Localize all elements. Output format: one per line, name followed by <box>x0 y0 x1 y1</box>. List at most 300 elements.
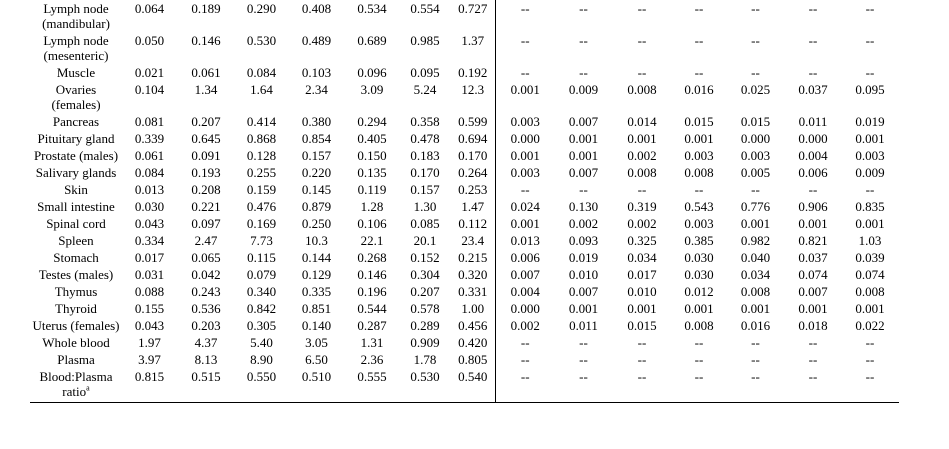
value-cell: 0.555 <box>345 368 399 403</box>
tissue-cell <box>30 164 122 181</box>
value-cell: 0.982 <box>740 233 771 248</box>
tissue-label: Plasma <box>57 352 95 367</box>
value-cell: 0.019 <box>855 114 885 129</box>
value-cell: 0.253 <box>458 182 488 197</box>
table-row <box>30 283 899 300</box>
value-cell: 0.405 <box>357 131 387 146</box>
value-cell: -- <box>865 352 875 367</box>
value-cell: 0.050 <box>134 33 165 48</box>
value-cell: 0.152 <box>410 250 440 265</box>
tissue-label: Testes (males) <box>38 267 114 282</box>
value-cell: -- <box>808 335 818 350</box>
value-cell: 0.095 <box>855 82 885 97</box>
value-cell: -- <box>841 368 899 403</box>
value-cell: 0.155 <box>134 301 165 316</box>
value-cell: 0.294 <box>357 114 387 129</box>
tissue-cell <box>30 351 122 368</box>
value-cell: 0.000 <box>798 131 828 146</box>
value-cell: 0.005 <box>740 165 771 180</box>
value-cell: 0.006 <box>798 165 828 180</box>
value-cell: 0.009 <box>855 165 885 180</box>
value-cell: 0.007 <box>798 284 828 299</box>
value-cell: -- <box>555 368 612 403</box>
value-cell: 0.001 <box>855 131 885 146</box>
value-cell: 0.019 <box>568 250 599 265</box>
tissue-cell <box>30 64 122 81</box>
value-cell: 0.851 <box>301 301 332 316</box>
value-cell: 0.088 <box>134 284 165 299</box>
table-row <box>30 113 899 130</box>
value-cell: 8.13 <box>194 352 218 367</box>
value-cell: 0.001 <box>568 148 599 163</box>
value-cell: 0.264 <box>458 165 488 180</box>
value-cell: -- <box>751 1 760 16</box>
value-cell: -- <box>579 65 588 80</box>
value-cell: 0.207 <box>191 114 221 129</box>
value-cell: 0.290 <box>246 1 277 16</box>
value-cell: 0.325 <box>627 233 657 248</box>
value-cell: 0.183 <box>410 148 440 163</box>
value-cell: 7.73 <box>250 233 273 248</box>
table-row <box>30 351 899 368</box>
value-cell: 0.001 <box>798 216 828 231</box>
value-cell: 0.119 <box>357 182 387 197</box>
value-cell: 0.515 <box>177 368 235 403</box>
value-cell: 0.004 <box>798 148 828 163</box>
value-cell: -- <box>495 0 555 32</box>
table-row <box>30 232 899 249</box>
value-cell: 0.645 <box>191 131 221 146</box>
value-cell: 0.084 <box>246 65 277 80</box>
value-cell: -- <box>694 65 704 80</box>
value-cell: 0.014 <box>627 114 657 129</box>
value-cell: 0.010 <box>568 267 599 282</box>
value-cell: 0.065 <box>191 250 221 265</box>
value-cell: 0.001 <box>684 301 714 316</box>
value-cell: 0.002 <box>627 148 657 163</box>
value-cell: 0.207 <box>410 284 440 299</box>
value-cell: 3.09 <box>360 82 384 97</box>
value-cell: 0.203 <box>191 318 221 333</box>
value-cell: 0.001 <box>855 216 885 231</box>
tissue-label: Whole blood <box>42 335 110 350</box>
value-cell: 0.140 <box>301 318 332 333</box>
value-cell: 0.106 <box>357 216 387 231</box>
value-cell: 0.043 <box>134 216 165 231</box>
value-cell: 0.074 <box>798 267 828 282</box>
tissue-label: Ovaries (females) <box>51 82 101 112</box>
tissue-cell <box>30 215 122 232</box>
value-cell: -- <box>808 33 818 48</box>
table-row <box>30 215 899 232</box>
value-cell: 0.008 <box>740 284 771 299</box>
table-row <box>30 32 899 64</box>
value-cell: 0.868 <box>246 131 277 146</box>
value-cell: 0.008 <box>684 318 714 333</box>
value-cell: -- <box>694 182 704 197</box>
value-cell: 0.030 <box>134 199 165 214</box>
value-cell: 0.018 <box>798 318 828 333</box>
value-cell: 0.854 <box>301 131 332 146</box>
value-cell: 1.97 <box>138 335 161 350</box>
value-cell: 0.578 <box>410 301 440 316</box>
table-row <box>30 300 899 317</box>
value-cell: 1.47 <box>461 199 485 214</box>
value-cell: 0.550 <box>235 368 288 403</box>
value-cell: 0.093 <box>568 233 599 248</box>
value-cell: 0.061 <box>191 65 221 80</box>
value-cell: 0.011 <box>569 318 598 333</box>
value-cell: -- <box>495 334 555 351</box>
value-cell: 0.192 <box>458 65 488 80</box>
value-cell: 0.084 <box>134 165 165 180</box>
value-cell: 1.28 <box>360 199 384 214</box>
value-cell: 0.003 <box>495 113 555 130</box>
value-cell: 0.004 <box>495 283 555 300</box>
table-row <box>30 334 899 351</box>
value-cell: -- <box>495 64 555 81</box>
value-cell: 0.221 <box>191 199 221 214</box>
value-cell: 0.842 <box>246 301 277 316</box>
value-cell: 0.061 <box>134 148 165 163</box>
value-cell: -- <box>808 65 818 80</box>
value-cell: 0.000 <box>495 300 555 317</box>
value-cell: 0.215 <box>458 250 488 265</box>
value-cell: 3.97 <box>138 352 161 367</box>
value-cell: 0.335 <box>301 284 332 299</box>
tissue-cell <box>30 113 122 130</box>
tissue-cell <box>30 32 122 64</box>
value-cell: -- <box>785 368 841 403</box>
value-cell: 0.010 <box>627 284 657 299</box>
tissue-label: Uterus (females) <box>32 318 120 333</box>
value-cell: 0.129 <box>301 267 332 282</box>
value-cell: 0.021 <box>134 65 165 80</box>
tissue-label: Lymph node (mesenteric) <box>43 33 109 63</box>
value-cell: 1.78 <box>413 352 437 367</box>
value-cell: 0.016 <box>684 82 714 97</box>
value-cell: 0.040 <box>740 250 771 265</box>
value-cell: 0.103 <box>301 65 332 80</box>
tissue-label: Pituitary gland <box>37 131 115 146</box>
value-cell: 0.340 <box>246 284 277 299</box>
value-cell: 0.030 <box>684 267 714 282</box>
value-cell: -- <box>637 33 647 48</box>
table-row <box>30 368 899 403</box>
value-cell: 0.599 <box>458 114 488 129</box>
value-cell: -- <box>865 33 875 48</box>
value-cell: 0.476 <box>246 199 277 214</box>
table-row <box>30 317 899 334</box>
value-cell: 0.008 <box>627 82 657 97</box>
table-row <box>30 81 899 113</box>
value-cell: 0.331 <box>458 284 488 299</box>
value-cell: 0.193 <box>191 165 221 180</box>
value-cell: 0.554 <box>410 1 440 16</box>
value-cell: 0.030 <box>684 250 714 265</box>
value-cell: 0.339 <box>134 131 165 146</box>
tissue-cell <box>30 249 122 266</box>
value-cell: 0.304 <box>410 267 440 282</box>
value-cell: 0.022 <box>855 318 885 333</box>
value-cell: 1.31 <box>360 335 384 350</box>
value-cell: 0.320 <box>458 267 488 282</box>
value-cell: 0.510 <box>288 368 345 403</box>
value-cell: 0.150 <box>357 148 387 163</box>
value-cell: 0.287 <box>357 318 387 333</box>
value-cell: 0.456 <box>458 318 488 333</box>
value-cell: 0.130 <box>568 199 599 214</box>
value-cell: -- <box>579 33 588 48</box>
table-row <box>30 266 899 283</box>
value-cell: -- <box>865 1 875 16</box>
tissue-cell <box>30 317 122 334</box>
value-cell: 0.096 <box>357 65 387 80</box>
value-cell: 0.001 <box>627 131 657 146</box>
value-cell: 0.007 <box>568 165 599 180</box>
table-row <box>30 164 899 181</box>
value-cell: -- <box>694 33 704 48</box>
value-cell: 3.05 <box>305 335 328 350</box>
tissue-cell <box>30 81 122 113</box>
value-cell: 0.001 <box>495 81 555 113</box>
value-cell: -- <box>751 182 760 197</box>
table-row <box>30 64 899 81</box>
value-cell: 0.727 <box>458 1 488 16</box>
tissue-label: Lymph node (mandibular) <box>42 1 110 31</box>
value-cell: 1.34 <box>194 82 218 97</box>
value-cell: -- <box>672 368 726 403</box>
value-cell: 0.024 <box>495 198 555 215</box>
value-cell: 0.001 <box>798 301 828 316</box>
value-cell: -- <box>808 182 818 197</box>
tissue-cell <box>30 147 122 164</box>
value-cell: 0.003 <box>495 164 555 181</box>
value-cell: 0.031 <box>134 267 165 282</box>
value-cell: -- <box>579 335 588 350</box>
value-cell: 0.006 <box>495 249 555 266</box>
value-cell: 0.534 <box>357 1 387 16</box>
value-cell: 0.037 <box>798 250 828 265</box>
table-row <box>30 181 899 198</box>
value-cell: 0.007 <box>495 266 555 283</box>
value-cell: -- <box>694 335 704 350</box>
value-cell: 0.189 <box>191 1 221 16</box>
value-cell: 0.001 <box>568 301 599 316</box>
value-cell: -- <box>495 351 555 368</box>
value-cell: 0.025 <box>740 82 771 97</box>
value-cell: 0.208 <box>191 182 221 197</box>
value-cell: 0.043 <box>134 318 165 333</box>
value-cell: 0.002 <box>495 317 555 334</box>
value-cell: 0.015 <box>740 114 771 129</box>
value-cell: 0.544 <box>357 301 387 316</box>
value-cell: 0.034 <box>740 267 771 282</box>
value-cell: -- <box>612 368 672 403</box>
value-cell: 0.906 <box>798 199 828 214</box>
value-cell: 0.157 <box>301 148 332 163</box>
tissue-cell <box>30 181 122 198</box>
value-cell: 0.255 <box>246 165 277 180</box>
value-cell: 0.009 <box>568 82 599 97</box>
value-cell: 0.145 <box>301 182 332 197</box>
value-cell: 0.146 <box>191 33 221 48</box>
value-cell: 0.530 <box>246 33 277 48</box>
value-cell: 0.007 <box>568 284 599 299</box>
value-cell: 0.835 <box>855 199 885 214</box>
tissue-cell <box>30 300 122 317</box>
value-cell: 0.081 <box>134 114 165 129</box>
value-cell: 0.003 <box>684 148 714 163</box>
value-cell: -- <box>579 1 588 16</box>
value-cell: 0.012 <box>684 284 714 299</box>
tissue-cell <box>30 368 122 403</box>
tissue-cell <box>30 0 122 32</box>
value-cell: 0.879 <box>301 199 332 214</box>
value-cell: -- <box>495 368 555 403</box>
tissue-cell <box>30 334 122 351</box>
value-cell: 0.104 <box>134 82 165 97</box>
value-cell: -- <box>808 352 818 367</box>
tissue-label: Spinal cord <box>46 216 106 231</box>
value-cell: 0.008 <box>627 165 657 180</box>
value-cell: -- <box>751 352 760 367</box>
value-cell: -- <box>865 335 875 350</box>
value-cell: 0.095 <box>410 65 440 80</box>
value-cell: 0.146 <box>357 267 387 282</box>
value-cell: 0.815 <box>122 368 177 403</box>
value-cell: 2.34 <box>305 82 328 97</box>
value-cell: 0.334 <box>134 233 165 248</box>
value-cell: 5.40 <box>250 335 273 350</box>
value-cell: 0.985 <box>410 33 440 48</box>
value-cell: 1.30 <box>413 199 437 214</box>
value-cell: 0.305 <box>246 318 277 333</box>
tissue-label: Small intestine <box>37 199 115 214</box>
value-cell: 2.36 <box>360 352 384 367</box>
value-cell: 0.478 <box>410 131 440 146</box>
value-cell: -- <box>637 65 647 80</box>
value-cell: 0.268 <box>357 250 387 265</box>
value-cell: 0.530 <box>399 368 451 403</box>
value-cell: 0.250 <box>301 216 332 231</box>
value-cell: 20.1 <box>413 233 437 248</box>
value-cell: 0.017 <box>627 267 657 282</box>
value-cell: 0.385 <box>684 233 714 248</box>
value-cell: -- <box>865 182 875 197</box>
value-cell: -- <box>579 182 588 197</box>
value-cell: -- <box>495 181 555 198</box>
value-cell: 1.64 <box>250 82 273 97</box>
tissue-cell <box>30 283 122 300</box>
value-cell: 0.243 <box>191 284 221 299</box>
value-cell: 0.000 <box>740 131 771 146</box>
value-cell: 0.196 <box>357 284 387 299</box>
value-cell: 0.543 <box>684 199 714 214</box>
value-cell: 0.319 <box>627 199 657 214</box>
value-cell: 0.002 <box>627 216 657 231</box>
value-cell: 0.689 <box>357 33 387 48</box>
value-cell: -- <box>751 335 760 350</box>
value-cell: 0.169 <box>246 216 277 231</box>
value-cell: 0.540 <box>451 368 495 403</box>
value-cell: 0.037 <box>798 82 828 97</box>
value-cell: 0.013 <box>495 232 555 249</box>
value-cell: 0.079 <box>246 267 277 282</box>
value-cell: -- <box>865 65 875 80</box>
value-cell: 0.694 <box>458 131 488 146</box>
value-cell: -- <box>751 33 760 48</box>
tissue-label: Prostate (males) <box>33 148 119 163</box>
value-cell: 0.001 <box>495 215 555 232</box>
value-cell: 0.135 <box>357 165 387 180</box>
tissue-label: Salivary glands <box>35 165 117 180</box>
value-cell: 0.074 <box>855 267 885 282</box>
value-cell: 0.112 <box>458 216 488 231</box>
value-cell: 0.002 <box>568 216 599 231</box>
table-row <box>30 0 899 32</box>
table-row <box>30 147 899 164</box>
value-cell: 0.408 <box>301 1 332 16</box>
value-cell: -- <box>808 1 818 16</box>
value-cell: 0.001 <box>627 301 657 316</box>
value-cell: 0.001 <box>568 131 599 146</box>
value-cell: 1.00 <box>461 301 485 316</box>
tissue-cell <box>30 198 122 215</box>
value-cell: 0.414 <box>246 114 277 129</box>
value-cell: 0.128 <box>246 148 277 163</box>
value-cell: 12.3 <box>461 82 485 97</box>
value-cell: -- <box>637 352 647 367</box>
value-cell: 0.042 <box>191 267 221 282</box>
value-cell: 0.536 <box>191 301 221 316</box>
value-cell: 0.015 <box>627 318 657 333</box>
table-row <box>30 249 899 266</box>
value-cell: 0.909 <box>410 335 440 350</box>
value-cell: 10.3 <box>305 233 328 248</box>
value-cell: 8.90 <box>250 352 273 367</box>
tissue-label: Spleen <box>58 233 94 248</box>
value-cell: 0.001 <box>740 216 771 231</box>
value-cell: 0.003 <box>855 148 885 163</box>
value-cell: 0.000 <box>495 130 555 147</box>
tissue-label: Thyroid <box>55 301 97 316</box>
value-cell: 0.034 <box>627 250 657 265</box>
value-cell: 0.097 <box>191 216 221 231</box>
value-cell: -- <box>637 1 647 16</box>
value-cell: 0.017 <box>134 250 165 265</box>
value-cell: 0.013 <box>134 182 165 197</box>
value-cell: 0.001 <box>495 147 555 164</box>
value-cell: 0.001 <box>740 301 771 316</box>
value-cell: -- <box>579 352 588 367</box>
tissue-label: Muscle <box>56 65 96 80</box>
tissue-cell <box>30 232 122 249</box>
value-cell: -- <box>751 65 760 80</box>
value-cell: 0.091 <box>191 148 221 163</box>
value-cell: 0.170 <box>458 148 488 163</box>
value-cell: -- <box>637 335 647 350</box>
value-cell: 23.4 <box>461 233 485 248</box>
value-cell: 0.358 <box>410 114 440 129</box>
value-cell: 0.003 <box>684 216 714 231</box>
value-cell: 1.03 <box>858 233 882 248</box>
value-cell: 0.805 <box>458 352 488 367</box>
value-cell: 22.1 <box>360 233 384 248</box>
tissue-cell <box>30 130 122 147</box>
value-cell: 0.489 <box>301 33 332 48</box>
value-cell: 0.016 <box>740 318 771 333</box>
